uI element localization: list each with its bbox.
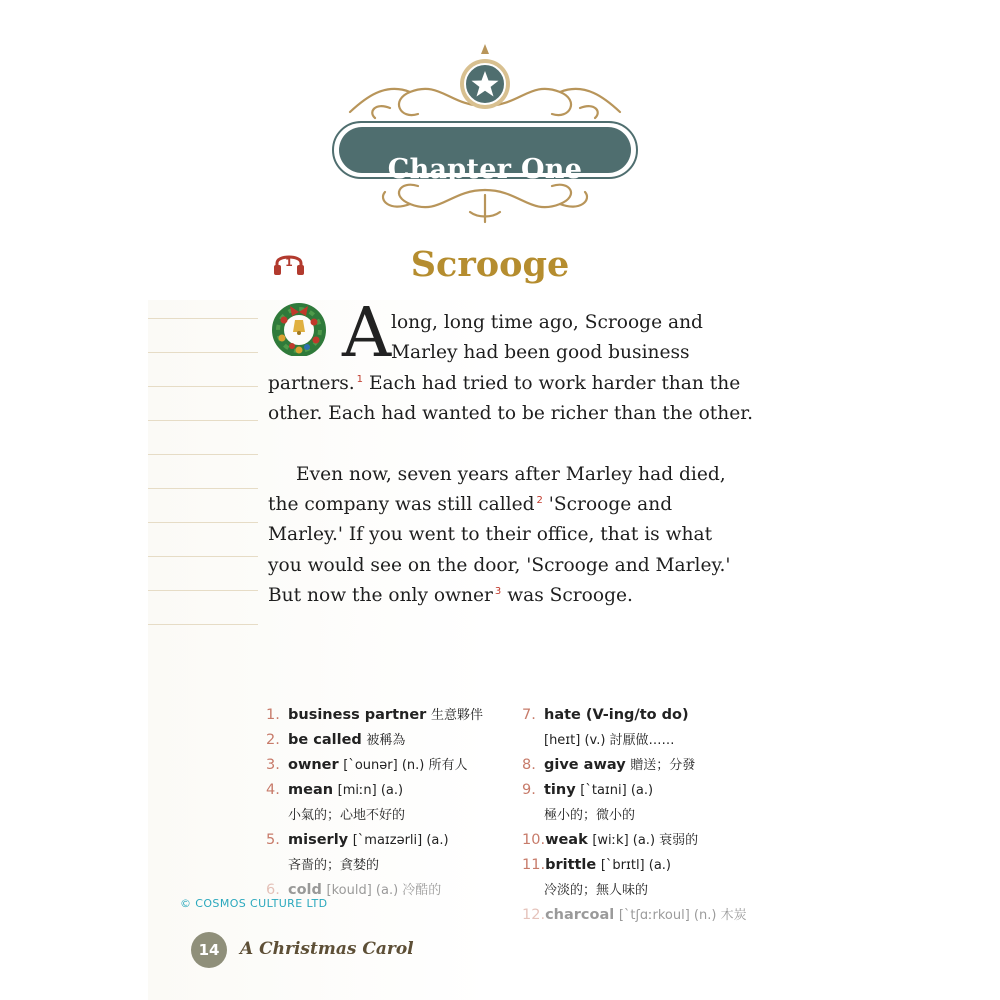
footnote-marker[interactable]: 2 [536, 494, 543, 506]
glossary-item: 2. be called 被稱為 [266, 732, 406, 748]
chapter-banner [330, 40, 640, 230]
story-fragment: the company was still called [268, 493, 535, 515]
story-line: other. Each had wanted to be richer than the other. [268, 403, 754, 425]
glossary-left [266, 703, 521, 903]
page-number: 14 [191, 932, 227, 968]
glossary-item-continued: [heɪt] (v.) 討厭做…… [544, 733, 675, 748]
chapter-label: Chapter One [387, 154, 583, 185]
glossary-item: 11.brittle [`brɪtl] (a.) [522, 857, 671, 873]
story-line: Marley.' If you went to their office, that is what [268, 524, 713, 546]
copyright-watermark: © COSMOS CULTURE LTD [180, 897, 328, 910]
story-line: Marley had been good business [391, 342, 690, 364]
story-line [268, 490, 768, 520]
story-fragment: Each had tried to work harder than the [368, 372, 741, 394]
audio-track-icon[interactable] [272, 247, 306, 279]
drop-cap: A [342, 294, 392, 373]
story-fragment: partners. [268, 372, 355, 394]
story-line [268, 581, 768, 611]
story-fragment: was Scrooge. [507, 585, 633, 607]
story-line [268, 369, 768, 399]
glossary-item: 10.weak [wiːk] (a.) 衰弱的 [522, 832, 699, 848]
footnote-marker[interactable]: 3 [494, 585, 502, 597]
story-fragment: 'Scrooge and [548, 493, 673, 515]
chapter-title: Scrooge [410, 244, 570, 285]
glossary-item: 5. miserly [`maɪzərli] (a.) [266, 832, 449, 848]
glossary-item: 7. hate (V-ing/to do) [522, 707, 689, 723]
margin-lines [148, 318, 258, 628]
glossary-item: 4. mean [miːn] (a.) [266, 782, 404, 798]
audio-track-number: 1 [285, 256, 293, 269]
story-line: Even now, seven years after Marley had died, [296, 463, 726, 485]
glossary-item: 1. business partner 生意夥伴 [266, 707, 483, 723]
story-line: long, long time ago, Scrooge and [391, 312, 703, 333]
glossary-item: 6. cold [kould] (a.) 冷酷的 [266, 882, 442, 898]
glossary-item-continued: 小氣的；心地不好的 [288, 808, 406, 823]
glossary-right [522, 703, 802, 928]
ornament-frame-icon [330, 40, 640, 230]
story-text [268, 308, 768, 612]
glossary-item: 9. tiny [`taɪni] (a.) [522, 782, 654, 798]
glossary-item: 12.charcoal [`tʃɑːrkoul] (n.) 木炭 [522, 907, 747, 923]
footnote-marker[interactable]: 1 [356, 373, 364, 385]
glossary-item-continued: 極小的；微小的 [544, 808, 636, 823]
glossary-item: 8. give away 贈送；分發 [522, 757, 696, 773]
running-book-title: A Christmas Carol [240, 939, 414, 959]
glossary-item-continued: 冷淡的；無人味的 [544, 883, 649, 898]
glossary-item: 3. owner [`ounər] (n.) 所有人 [266, 757, 468, 773]
story-line: you would see on the door, 'Scrooge and Marley.' [268, 554, 731, 576]
story-fragment: But now the only owner [268, 585, 493, 607]
glossary-item-continued: 吝嗇的；貪婪的 [288, 858, 380, 873]
